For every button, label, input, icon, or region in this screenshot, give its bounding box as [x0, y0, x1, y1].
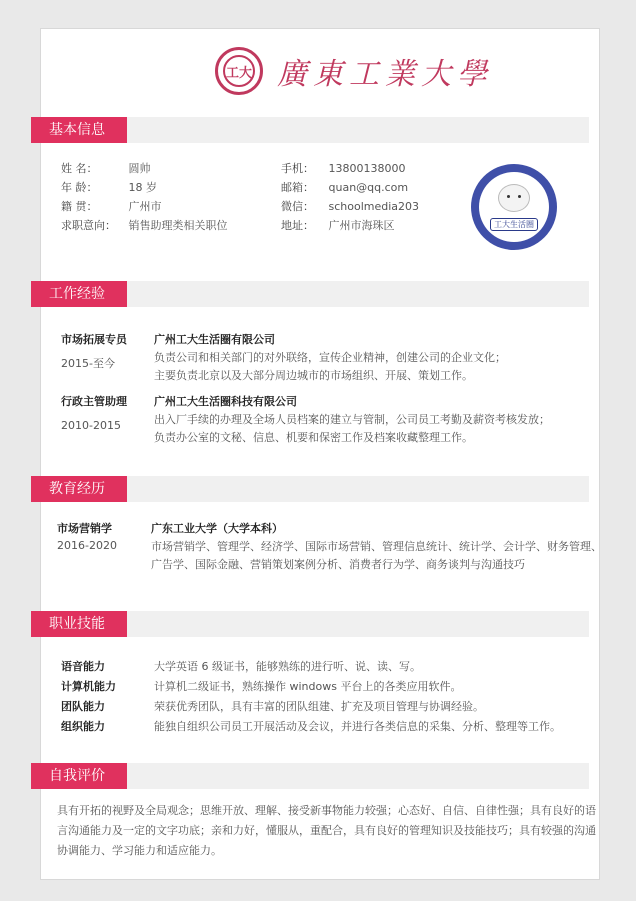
origin-value: 广州市 — [128, 200, 162, 213]
university-logo — [215, 47, 493, 95]
origin-row — [61, 198, 162, 214]
email-row — [281, 179, 408, 195]
edu-period: 2016-2020 — [57, 539, 117, 552]
phone-value: 13800138000 — [328, 162, 406, 175]
self-eval-line: 言沟通能力及一定的文字功底；亲和力好，懂服从，重配合，具有良好的管理知识及技能技巧；具有较强的沟通 — [57, 824, 596, 837]
job-title: 行政主管助理 — [61, 395, 127, 408]
section-self-eval — [31, 763, 589, 789]
edu-course-line: 市场营销学、管理学、经济学、国际市场营销、管理信息统计、统计学、会计学、财务管理、 — [151, 540, 602, 553]
skill-desc: 大学英语 6 级证书，能够熟练的进行听、说、读、写。 — [154, 660, 421, 673]
intent-label: 求职意向： — [61, 219, 116, 232]
skill-name: 团队能力 — [61, 700, 105, 713]
skill-desc: 能独自组织公司员工开展活动及会议，并进行各类信息的采集、分析、整理等工作。 — [154, 720, 561, 733]
origin-label: 籍 贯： — [61, 200, 98, 213]
phone-row — [281, 160, 405, 176]
section-title: 教育经历 — [31, 476, 127, 502]
section-title: 基本信息 — [31, 117, 127, 143]
wechat-value: schoolmedia203 — [328, 200, 420, 213]
skill-name: 语音能力 — [61, 660, 105, 673]
section-basic-info — [31, 117, 589, 143]
mascot-face-icon — [498, 184, 530, 212]
address-row — [281, 217, 395, 233]
avatar-mascot — [479, 172, 549, 242]
university-name: 廣東工業大學 — [277, 57, 493, 92]
self-eval-line: 协调能力、学习能力和适应能力。 — [57, 844, 222, 857]
section-title: 自我评价 — [31, 763, 127, 789]
seal-text: 工大 — [223, 55, 255, 87]
name-label: 姓 名： — [61, 162, 98, 175]
job-period: 2010-2015 — [61, 419, 121, 432]
skill-desc: 计算机二级证书，熟练操作 windows 平台上的各类应用软件。 — [154, 680, 462, 693]
email-label: 邮箱： — [281, 181, 314, 194]
avatar-caption: 工大生活圈 — [490, 218, 538, 231]
section-title: 职业技能 — [31, 611, 127, 637]
address-value: 广州市海珠区 — [328, 219, 395, 232]
section-work — [31, 281, 589, 307]
wechat-label: 微信： — [281, 200, 314, 213]
wechat-row — [281, 198, 419, 214]
job-duty-line: 出入厂手续的办理及全场人员档案的建立与管制，公司员工考勤及薪资考核发放； — [154, 413, 550, 426]
avatar — [471, 164, 557, 250]
skill-name: 计算机能力 — [61, 680, 116, 693]
edu-major: 市场营销学 — [57, 522, 112, 535]
section-skills — [31, 611, 589, 637]
name-row — [61, 160, 151, 176]
self-eval-line: 具有开拓的视野及全局观念；思维开放、理解、接受新事物能力较强；心态好、自信、自律性强；具有良好的语 — [57, 804, 596, 817]
email-value: quan@qq.com — [328, 181, 409, 194]
job-duty-line: 负责公司和相关部门的对外联络，宣传企业精神，创建公司的企业文化； — [154, 351, 506, 364]
section-title: 工作经验 — [31, 281, 127, 307]
job-company: 广州工大生活圈科技有限公司 — [154, 395, 297, 408]
edu-course-line: 广告学、国际金融、营销策划案例分析、消费者行为学、商务谈判与沟通技巧 — [151, 558, 525, 571]
job-duty-line: 主要负责北京以及大部分周边城市的市场组织、开展、策划工作。 — [154, 369, 473, 382]
resume-page — [40, 28, 600, 880]
age-row — [61, 179, 157, 195]
name-value: 圆帅 — [128, 162, 151, 175]
job-company: 广州工大生活圈有限公司 — [154, 333, 275, 346]
job-period: 2015-至今 — [61, 357, 115, 370]
skill-name: 组织能力 — [61, 720, 105, 733]
intent-row — [61, 217, 228, 233]
edu-school: 广东工业大学（大学本科） — [151, 522, 283, 535]
job-duty-line: 负责办公室的文秘、信息、机要和保密工作及档案收藏整理工作。 — [154, 431, 473, 444]
intent-value: 销售助理类相关职位 — [128, 219, 228, 232]
address-label: 地址： — [281, 219, 314, 232]
skill-desc: 荣获优秀团队，具有丰富的团队组建、扩充及项目管理与协调经验。 — [154, 700, 484, 713]
job-title: 市场拓展专员 — [61, 333, 127, 346]
section-education — [31, 476, 589, 502]
age-value: 18 岁 — [128, 181, 157, 194]
age-label: 年 龄： — [61, 181, 98, 194]
phone-label: 手机： — [281, 162, 314, 175]
university-seal-icon — [215, 47, 263, 95]
